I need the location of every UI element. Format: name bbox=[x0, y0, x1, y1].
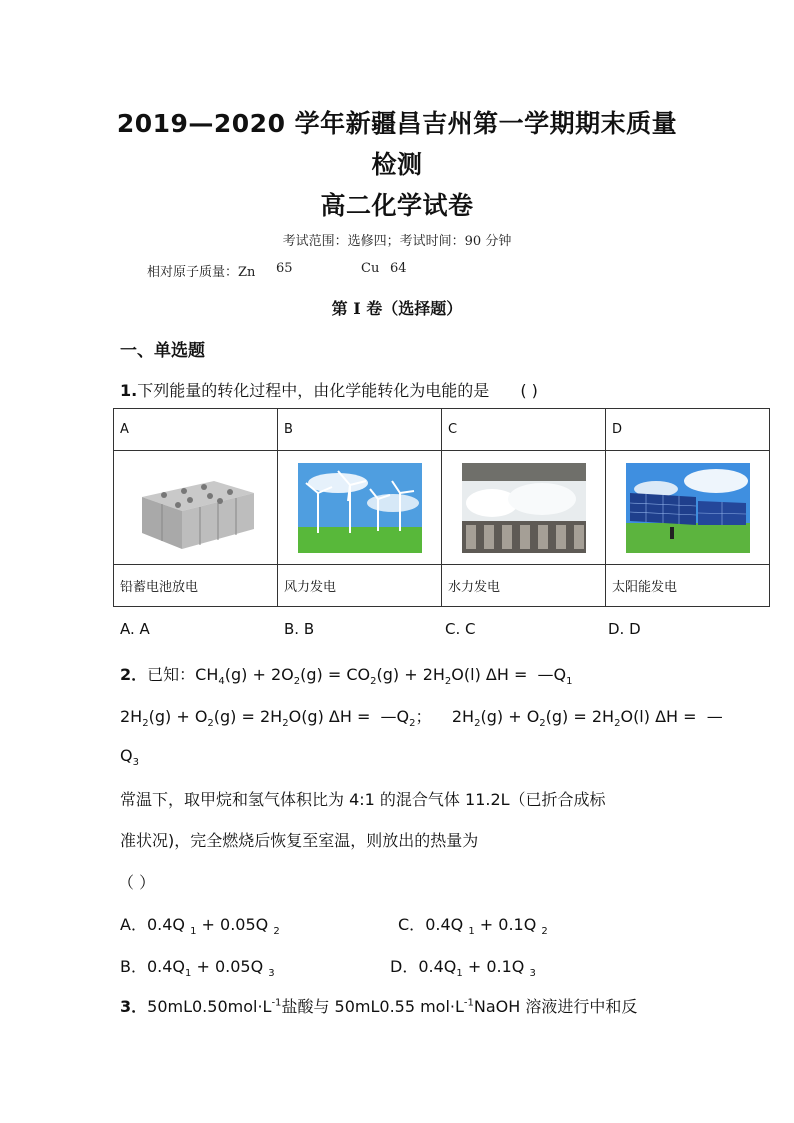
table-header-a: A bbox=[114, 409, 278, 451]
q2-blank: （ ） bbox=[118, 873, 156, 892]
solar-panels-image bbox=[606, 451, 770, 565]
q2-line-1 bbox=[120, 662, 573, 687]
q1-answer-b: B. B bbox=[284, 620, 315, 638]
q2-option-c-label: C． bbox=[398, 915, 426, 934]
q3-line-1 bbox=[120, 994, 637, 1017]
table-header-c: C bbox=[442, 409, 606, 451]
hydropower-dam-image bbox=[442, 451, 606, 565]
caption-c: 水力发电 bbox=[442, 565, 606, 607]
caption-d: 太阳能发电 bbox=[606, 565, 770, 607]
caption-a: 铅蓄电池放电 bbox=[114, 565, 278, 607]
q3-sup-1: -1 bbox=[271, 997, 282, 1009]
q2-equation-2: $2H_2(g) + O_2(g) = 2H_2O(g) \Delta H$ = $—Q_2$； $2H_2(g) + O_2(g) = 2H_2O(l) \Delta H$ = — bbox=[120, 707, 723, 730]
q2-option-c: C．0.4Q $_1$ + 0.1Q $_2$ bbox=[398, 915, 548, 938]
cu-label: Cu bbox=[361, 261, 380, 276]
q1-text: 下列能量的转化过程中，由化学能转化为电能的是 bbox=[137, 381, 490, 400]
q2-option-a-label: A． bbox=[120, 915, 147, 934]
zn-value: 65 bbox=[276, 261, 293, 276]
cu-value: 64 bbox=[390, 261, 407, 276]
q1-stem bbox=[120, 378, 538, 401]
q2-line-4: 准状况)，完全燃烧后恢复至室温，则放出的热量为 bbox=[120, 831, 479, 850]
q1-number: 1. bbox=[120, 381, 138, 400]
table-header-d: D bbox=[606, 409, 770, 451]
q2-option-d: D．$0.4Q_1 + 0.1Q$ $_3$ bbox=[390, 957, 536, 980]
q2-number: 2． bbox=[120, 665, 148, 684]
exam-scope: 考试范围：选修四；考试时间：90 分钟 bbox=[282, 234, 512, 249]
q2-option-b-label: B． bbox=[120, 957, 147, 976]
q2-line-2b bbox=[120, 746, 139, 768]
title-line-3: 高二化学试卷 bbox=[320, 191, 474, 220]
q1-blank: ( ) bbox=[520, 381, 538, 400]
q2-equation-3-tail: $Q_3$ bbox=[120, 746, 139, 769]
caption-b: 风力发电 bbox=[278, 565, 442, 607]
title-line-1: 2019—2020 学年新疆昌吉州第一学期期末质量 bbox=[116, 109, 678, 138]
q3-text-c: NaOH 溶液进行中和反 bbox=[473, 997, 638, 1016]
q2-option-d-label: D． bbox=[390, 957, 419, 976]
atomic-mass-label: 相对原子质量：Zn bbox=[147, 265, 256, 280]
title-line-2: 检测 bbox=[371, 150, 423, 179]
q2-option-a: A．0.4Q $_1$ + 0.05Q $_2$ bbox=[120, 915, 280, 938]
q3-sup-2: -1 bbox=[463, 997, 474, 1009]
battery-pack-image bbox=[114, 451, 278, 565]
q3-text-b: 盐酸与 50mL0.55 mol·L bbox=[281, 997, 464, 1016]
table-header-b: B bbox=[278, 409, 442, 451]
wind-turbines-image bbox=[278, 451, 442, 565]
volume-title: 第 I 卷（选择题） bbox=[331, 299, 463, 318]
q1-options-table bbox=[113, 408, 770, 607]
q2-option-b: B．$0.4Q_1 + 0.05Q$ $_3$ bbox=[120, 957, 275, 980]
q1-answer-d: D. D bbox=[608, 620, 641, 638]
section-single-choice: 一、单选题 bbox=[120, 341, 205, 361]
q3-number: 3． bbox=[120, 997, 148, 1016]
q2-line-2 bbox=[120, 704, 723, 729]
q3-text-a: 50mL0.50mol·L bbox=[147, 997, 272, 1016]
q2-line-3: 常温下，取甲烷和氢气体积比为 4:1 的混合气体 11.2L（已折合成标 bbox=[120, 790, 606, 809]
q2-equation-1: $CH_4(g) + 2O_2(g) = CO_2(g) + 2H_2O(l) \Delta H$ = $—Q_1$ bbox=[195, 665, 573, 688]
q1-answer-a: A. A bbox=[120, 620, 150, 638]
q2-intro: 已知： bbox=[147, 665, 196, 684]
q1-answer-c: C. C bbox=[445, 620, 476, 638]
